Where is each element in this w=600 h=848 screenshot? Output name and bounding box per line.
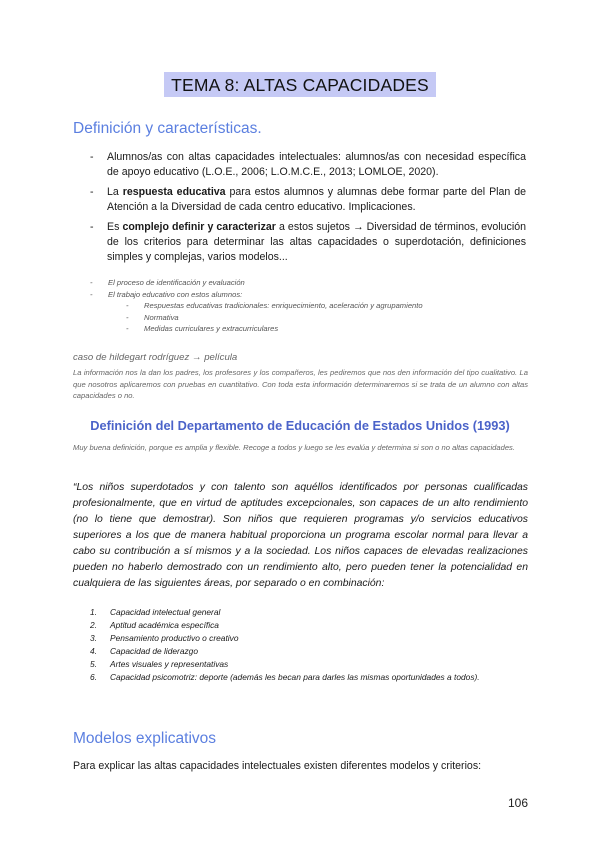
sub-list-item: - Respuestas educativas tradicionales: enriquecimiento, aceleración y agrupamiento [126, 301, 423, 310]
definition-note: Muy buena definición, porque es amplia y flexible. Recoge a todos y luego se les evalúa y determina si son o no altas capacidades. [73, 443, 515, 452]
sub-list-item: - Medidas curriculares y extracurriculares [126, 324, 279, 333]
list-item: 4. Capacidad de liderazgo [90, 646, 198, 656]
heading-definicion: Definición y características. [73, 120, 262, 137]
areas-list [90, 606, 530, 684]
bullet-list [90, 150, 526, 270]
sub-list-item: - Normativa [126, 312, 179, 322]
list-item: 5. Artes visuales y representativas [90, 659, 229, 669]
heading-departamento: Definición del Departamento de Educación de Estados Unidos (1993) [90, 418, 510, 433]
caso-note: caso de hildegart rodríguez → película [73, 352, 238, 363]
bullet-item: - Es complejo definir y caracterizar a estos sujetos → Diversidad de términos, evolución de los criterios para determinar las altas capacidades o superdotación, definiciones simples y complejas, varios modelos... [90, 221, 526, 263]
heading-modelos: Modelos explicativos [73, 730, 217, 747]
list-item: 1. Capacidad intelectual general [90, 607, 221, 617]
bullet-item: - Alumnos/as con altas capacidades intelectuales: alumnos/as con necesidad específica de apoyo educativo (L.O.E., 2006; L.O.M.C.E., 2013; LOMLOE, 2020). [90, 151, 526, 178]
definition-quote: “Los niños superdotados y con talento son aquéllos identificados por personas cualificadas profesionalmente, que en virtud de aptitudes excepcionales, son capaces de un alto rendimiento (no lo tiene que demostrar). Son niños que requieren programas y/o servicios educativos superiores a los que de manera habitual proporciona un programa escolar normal para llevar a cabo su contribución a sí mismos y a la sociedad. Los niños capaces de elevadas realizaciones pueden no haberlo demostrado con un rendimiento alto, pero pueden tener la potencialidad en cualquiera de las siguientes áreas, por separado o en combinación: [73, 482, 528, 589]
bullet-item: - La respuesta educativa para estos alumnos y alumnas debe formar parte del Plan de Atención a la Diversidad de cada centro educativo. Implicaciones. [90, 186, 526, 213]
list-item: 3. Pensamiento productivo o creativo [90, 633, 239, 643]
modelos-paragraph: Para explicar las altas capacidades intelectuales existen diferentes modelos y criterios: [73, 760, 482, 772]
list-item: - El trabajo educativo con estos alumnos: [90, 289, 243, 299]
page-number: 106 [507, 796, 528, 810]
info-paragraph: La información nos la dan los padres, los profesores y los compañeros, les pediremos que nos den información del tipo cualitativo. La que nosotros aplicaremos con pruebas en cuantitativo. Con toda esta información determinaremos si se trata de un alumno con altas capacidades o no. [73, 368, 528, 400]
list-item: 2. Aptitud académica específica [90, 620, 219, 630]
title-wrap [0, 72, 600, 97]
list-item: - El proceso de identificación y evaluación [90, 278, 245, 287]
small-list [90, 277, 530, 335]
page-title: TEMA 8: ALTAS CAPACIDADES [164, 72, 436, 97]
list-item: 6. Capacidad psicomotriz: deporte (además les becan para darles las mismas oportunidades a todos). [90, 672, 480, 682]
